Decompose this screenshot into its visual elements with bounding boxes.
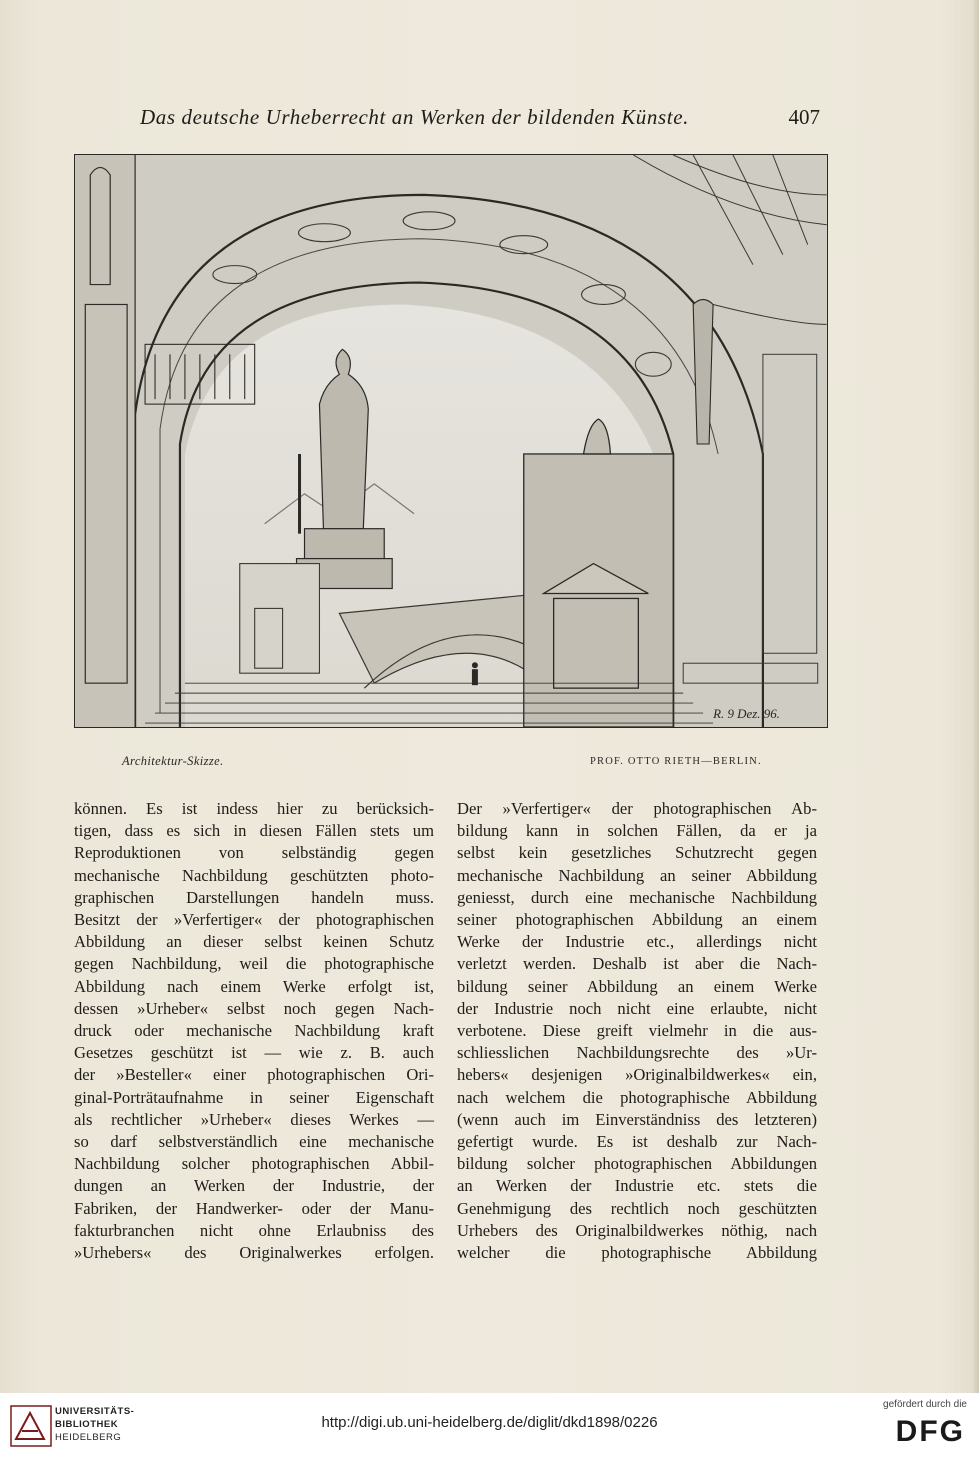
text-line: so darf selbstverständlich eine mechanische bbox=[74, 1132, 434, 1152]
text-line: verletzt werden. Deshalb ist aber die Nach- bbox=[457, 954, 817, 974]
viewer-footer bbox=[0, 1393, 979, 1459]
text-line: tigen, dass es sich in diesen Fällen stets um bbox=[74, 821, 434, 841]
text-line: der »Besteller« einer photographischen Ori- bbox=[74, 1065, 434, 1085]
text-line: mechanische Nachbildung geschützten photo- bbox=[74, 865, 434, 885]
text-line: Besitzt der »Verfertiger« der photographischen bbox=[74, 910, 434, 930]
text-line: »Urhebers« des Originalwerkes erfolgen. bbox=[74, 1243, 434, 1263]
text-line: Gesetzes geschützt ist — wie z. B. auch bbox=[74, 1043, 434, 1063]
institution-line: HEIDELBERG bbox=[55, 1432, 122, 1443]
text-line: bildung seiner Abbildung an einem Werke bbox=[457, 976, 817, 996]
running-title: Das deutsche Urheberrecht an Werken der bildenden Künste. bbox=[140, 105, 689, 129]
text-line: Nachbildung solcher photographischen Abbil- bbox=[74, 1154, 434, 1174]
text-line: verbotene. Diese greift vielmehr in die aus- bbox=[457, 1021, 817, 1041]
text-line: als rechtlicher »Urheber« dieses Werkes — bbox=[74, 1109, 434, 1129]
text-line: fakturbranchen nicht ohne Erlaubniss des bbox=[74, 1220, 434, 1240]
text-line: Fabriken, der Handwerker- oder der Manu- bbox=[74, 1198, 434, 1218]
text-column-right bbox=[457, 798, 817, 1264]
dfg-logo: DFG bbox=[895, 1415, 965, 1448]
text-line: Reproduktionen von selbständig gegen bbox=[74, 843, 434, 863]
institution-line: UNIVERSITÄTS- bbox=[55, 1406, 135, 1417]
text-column-left bbox=[74, 798, 434, 1264]
text-line: dungen an Werken der Industrie, der bbox=[74, 1176, 434, 1196]
text-line: dessen »Urheber« selbst noch gegen Nach- bbox=[74, 998, 434, 1018]
funding-note: gefördert durch die bbox=[883, 1399, 967, 1410]
text-line: Genehmigung des rechtlich noch geschützten bbox=[457, 1198, 817, 1218]
text-line: mechanische Nachbildung an seiner Abbildung bbox=[457, 865, 817, 885]
text-line: geniesst, durch eine mechanische Nachbildung bbox=[457, 887, 817, 907]
text-line: nach welchem die photographische Abbildung bbox=[457, 1087, 817, 1107]
institution-line: BIBLIOTHEK bbox=[55, 1419, 119, 1430]
text-line: bildung kann in solchen Fällen, da er ja bbox=[457, 821, 817, 841]
architecture-sketch-illustration bbox=[75, 155, 827, 727]
text-line: Abbildung an dieser selbst keinen Schutz bbox=[74, 932, 434, 952]
text-line: selbst kein gesetzliches Schutzrecht gegen bbox=[457, 843, 817, 863]
text-line: schliesslichen Nachbildungsrechte des »Ur- bbox=[457, 1043, 817, 1063]
text-line: gefertigt wurde. Es ist deshalb zur Nach- bbox=[457, 1132, 817, 1152]
text-line: an Werken der Industrie etc. stets die bbox=[457, 1176, 817, 1196]
text-line: Abbildung nach einem Werke erfolgt ist, bbox=[74, 976, 434, 996]
page-number: 407 bbox=[788, 105, 820, 129]
text-line: können. Es ist indess hier zu berücksich- bbox=[74, 799, 434, 818]
running-head bbox=[140, 105, 820, 137]
artist-signature: R. 9 Dez. 96. bbox=[713, 706, 780, 722]
text-line: bildung solcher photographischen Abbildungen bbox=[457, 1154, 817, 1174]
architecture-sketch-figure bbox=[74, 154, 828, 728]
text-line: Werke der Industrie etc., allerdings nicht bbox=[457, 932, 817, 952]
permalink-url[interactable]: http://digi.ub.uni-heidelberg.de/diglit/dkd1898/0226 bbox=[321, 1414, 658, 1431]
text-line: Der »Verfertiger« der photographischen Ab- bbox=[457, 799, 817, 818]
text-line: Urhebers des Originalbildwerkes nöthig, nach bbox=[457, 1220, 817, 1240]
figure-caption-title: Architektur-Skizze. bbox=[122, 754, 224, 768]
figure-caption-credit: PROF. OTTO RIETH—BERLIN. bbox=[590, 756, 762, 767]
text-line: graphischen Darstellungen handeln muss. bbox=[74, 887, 434, 907]
text-line: welcher die photographische Abbildung bbox=[457, 1243, 817, 1263]
page-edge bbox=[973, 0, 979, 1393]
text-line: gegen Nachbildung, weil die photographische bbox=[74, 954, 434, 974]
text-line: der Industrie noch nicht eine erlaubte, nicht bbox=[457, 998, 817, 1018]
text-line: hebers« desjenigen »Originalbildwerkes« ein, bbox=[457, 1065, 817, 1085]
text-line: ginal-Porträtaufnahme in seiner Eigenschaft bbox=[74, 1087, 434, 1107]
text-line: druck oder mechanische Nachbildung kraft bbox=[74, 1021, 434, 1041]
text-line: (wenn auch im Einverständniss des letzteren) bbox=[457, 1109, 817, 1129]
text-line: seiner photographischen Abbildung an einem bbox=[457, 910, 817, 930]
